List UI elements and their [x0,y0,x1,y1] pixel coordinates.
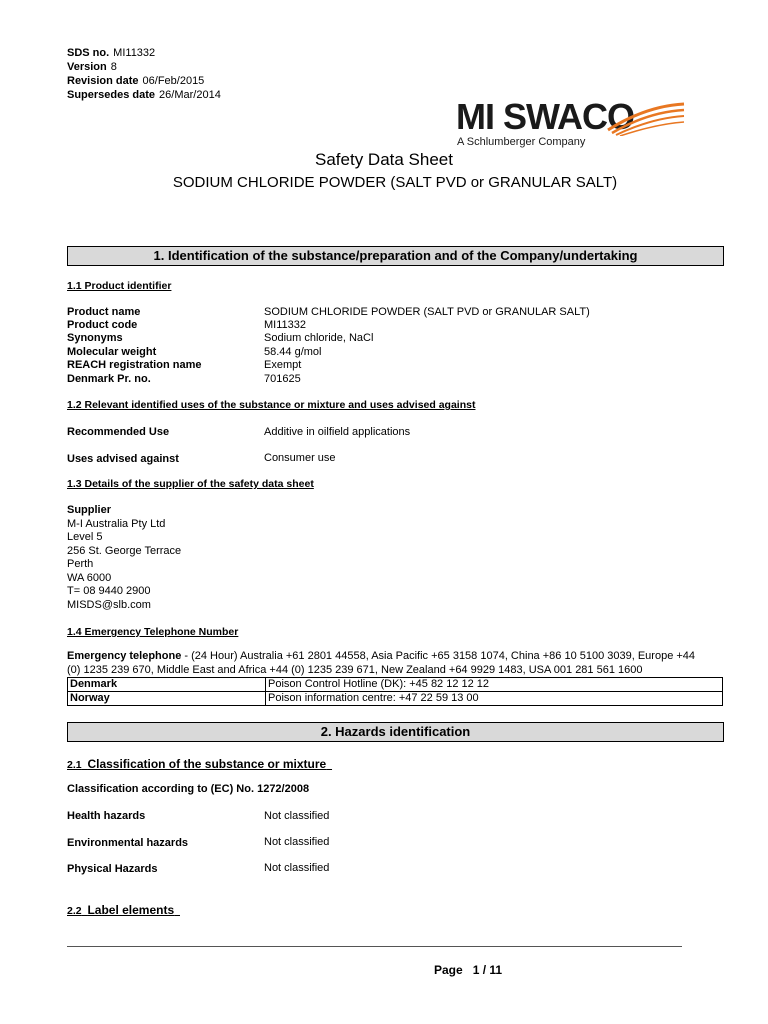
emergency-telephone [67,650,727,677]
supplier-line: WA 6000 [67,571,112,584]
table-cell-country: Denmark [68,678,266,692]
section-1-heading: 1. Identification of the substance/preparation and of the Company/undertaking [67,246,724,266]
logo-brand: MI SWACO [456,96,634,137]
subsection-1-1-heading: 1.1 Product identifier [67,280,172,292]
supersedes-date-value: 26/Mar/2014 [159,89,221,101]
subsection-2-2-heading [67,903,180,917]
page-number [434,963,502,977]
page-value: 1 / 11 [472,963,503,977]
supplier-email: MISDS@slb.com [67,598,151,611]
subsection-1-4-heading: 1.4 Emergency Telephone Number [67,626,239,638]
supplier-label: Supplier [67,504,112,516]
supplier-line: T= 08 9440 2900 [67,585,151,597]
document-title: Safety Data Sheet [315,150,453,169]
supplier-line: Level 5 [67,531,103,543]
company-logo [456,96,686,156]
product-title: SODIUM CHLORIDE POWDER (SALT PVD or GRANULAR SALT) [172,174,618,191]
logo-swoosh-icon [606,100,686,136]
revision-date-value: 06/Feb/2015 [142,75,205,87]
subsection-1-2-heading: 1.2 Relevant identified uses of the substance or mixture and uses advised against [67,399,476,411]
supplier-line: 256 St. George Terrace [67,544,182,557]
version-label: Version [67,61,107,73]
table-cell-info: Poison information centre: +47 22 59 13 00 [266,692,723,706]
table-cell-country: Norway [68,692,266,706]
emergency-text-line-2: (0) 1235 239 670, Middle East and Africa +44 (0) 1235 239 671, New Zealand +64 9929 1483, USA 001 281 561 1600 [67,663,643,676]
subsection-2-1-heading [67,757,332,771]
subsection-2-1-title: Classification of the substance or mixture [87,757,327,771]
sds-no-label: SDS no. [67,47,110,59]
document-metadata [67,46,221,102]
table-row [68,692,723,706]
logo-tagline: A Schlumberger Company [457,136,586,148]
emergency-text-line-1: - (24 Hour) Australia +61 2801 44558, Asia Pacific +65 3158 1074, China +86 10 5100 3039, Europe +44 [181,650,696,662]
footer-divider [67,946,682,947]
revision-date-label: Revision date [67,75,139,87]
supersedes-date-label: Supersedes date [67,89,156,101]
subsection-2-2-title: Label elements [87,903,175,917]
subsection-1-3-heading: 1.3 Details of the supplier of the safety data sheet [67,478,314,490]
section-2-heading: 2. Hazards identification [67,722,724,742]
table-row [68,678,723,692]
subsection-2-2-number: 2.2 [67,905,82,917]
table-cell-info: Poison Control Hotline (DK): +45 82 12 12 12 [266,678,723,692]
sds-no-value: MI11332 [113,47,156,59]
emergency-label: Emergency telephone [67,650,182,662]
page-label: Page [434,963,463,977]
supplier-block [67,504,181,612]
subsection-2-1-number: 2.1 [67,759,82,771]
emergency-table [67,677,723,706]
supplier-line: Perth [67,558,94,570]
version-value: 8 [110,61,117,73]
supplier-line: M-I Australia Pty Ltd [67,517,166,530]
